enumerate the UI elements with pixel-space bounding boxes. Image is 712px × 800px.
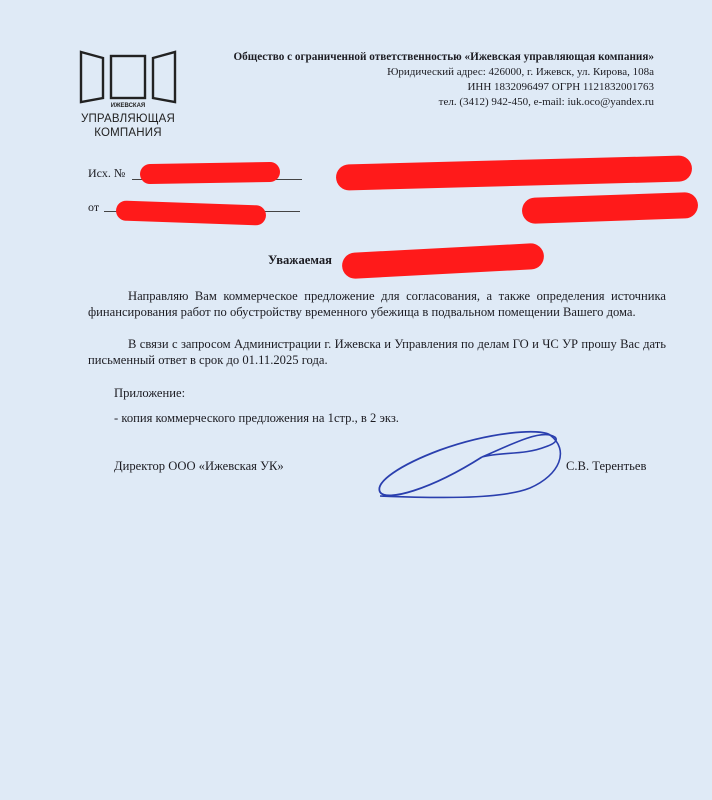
window-logo-icon (78, 46, 180, 104)
legal-address: Юридический адрес: 426000, г. Ижевск, ул. Кирова, 108а (387, 66, 654, 78)
logo-title-line2: КОМПАНИЯ (94, 127, 162, 139)
body-paragraph-2: В связи с запросом Администрации г. Ижевска и Управления по делам ГО и ЧС УР прошу Вас дать письменный ответ в срок до 01.11.2025 года. (88, 337, 666, 367)
redaction-recipient-name (341, 243, 544, 280)
attachment-item: - копия коммерческого предложения на 1стр., в 2 экз. (114, 411, 399, 425)
redaction-addressee-line1 (336, 155, 693, 190)
body-paragraph-1: Направляю Вам коммерческое предложение для согласования, а также определения источника финансирования работ по обустройству временного убежища в подвальном помещении Вашего дома. (88, 289, 666, 319)
registration-numbers: ИНН 1832096497 ОГРН 1121832001763 (467, 81, 654, 93)
salutation: Уважаемая (268, 253, 332, 267)
date-label: от (88, 200, 100, 214)
signatory-name: С.В. Терентьев (566, 459, 647, 473)
outgoing-number-label: Исх. № (88, 166, 126, 180)
handwritten-signature-icon (370, 420, 570, 510)
logo-subtitle: ИЖЕВСКАЯ (110, 103, 146, 109)
redaction-addressee-line2 (522, 192, 699, 224)
signatory-position: Директор ООО «Ижевская УК» (114, 459, 284, 473)
redaction-date (116, 200, 267, 225)
redaction-outgoing-number (140, 162, 280, 184)
attachment-label: Приложение: (114, 386, 186, 400)
contact-info: тел. (3412) 942-450, e-mail: iuk.oco@yandex.ru (438, 96, 654, 108)
organization-name: Общество с ограниченной ответственностью «Ижевская управляющая компания» (233, 51, 654, 63)
logo-title-line1: УПРАВЛЯЮЩАЯ (80, 113, 176, 125)
letterhead (233, 50, 654, 110)
